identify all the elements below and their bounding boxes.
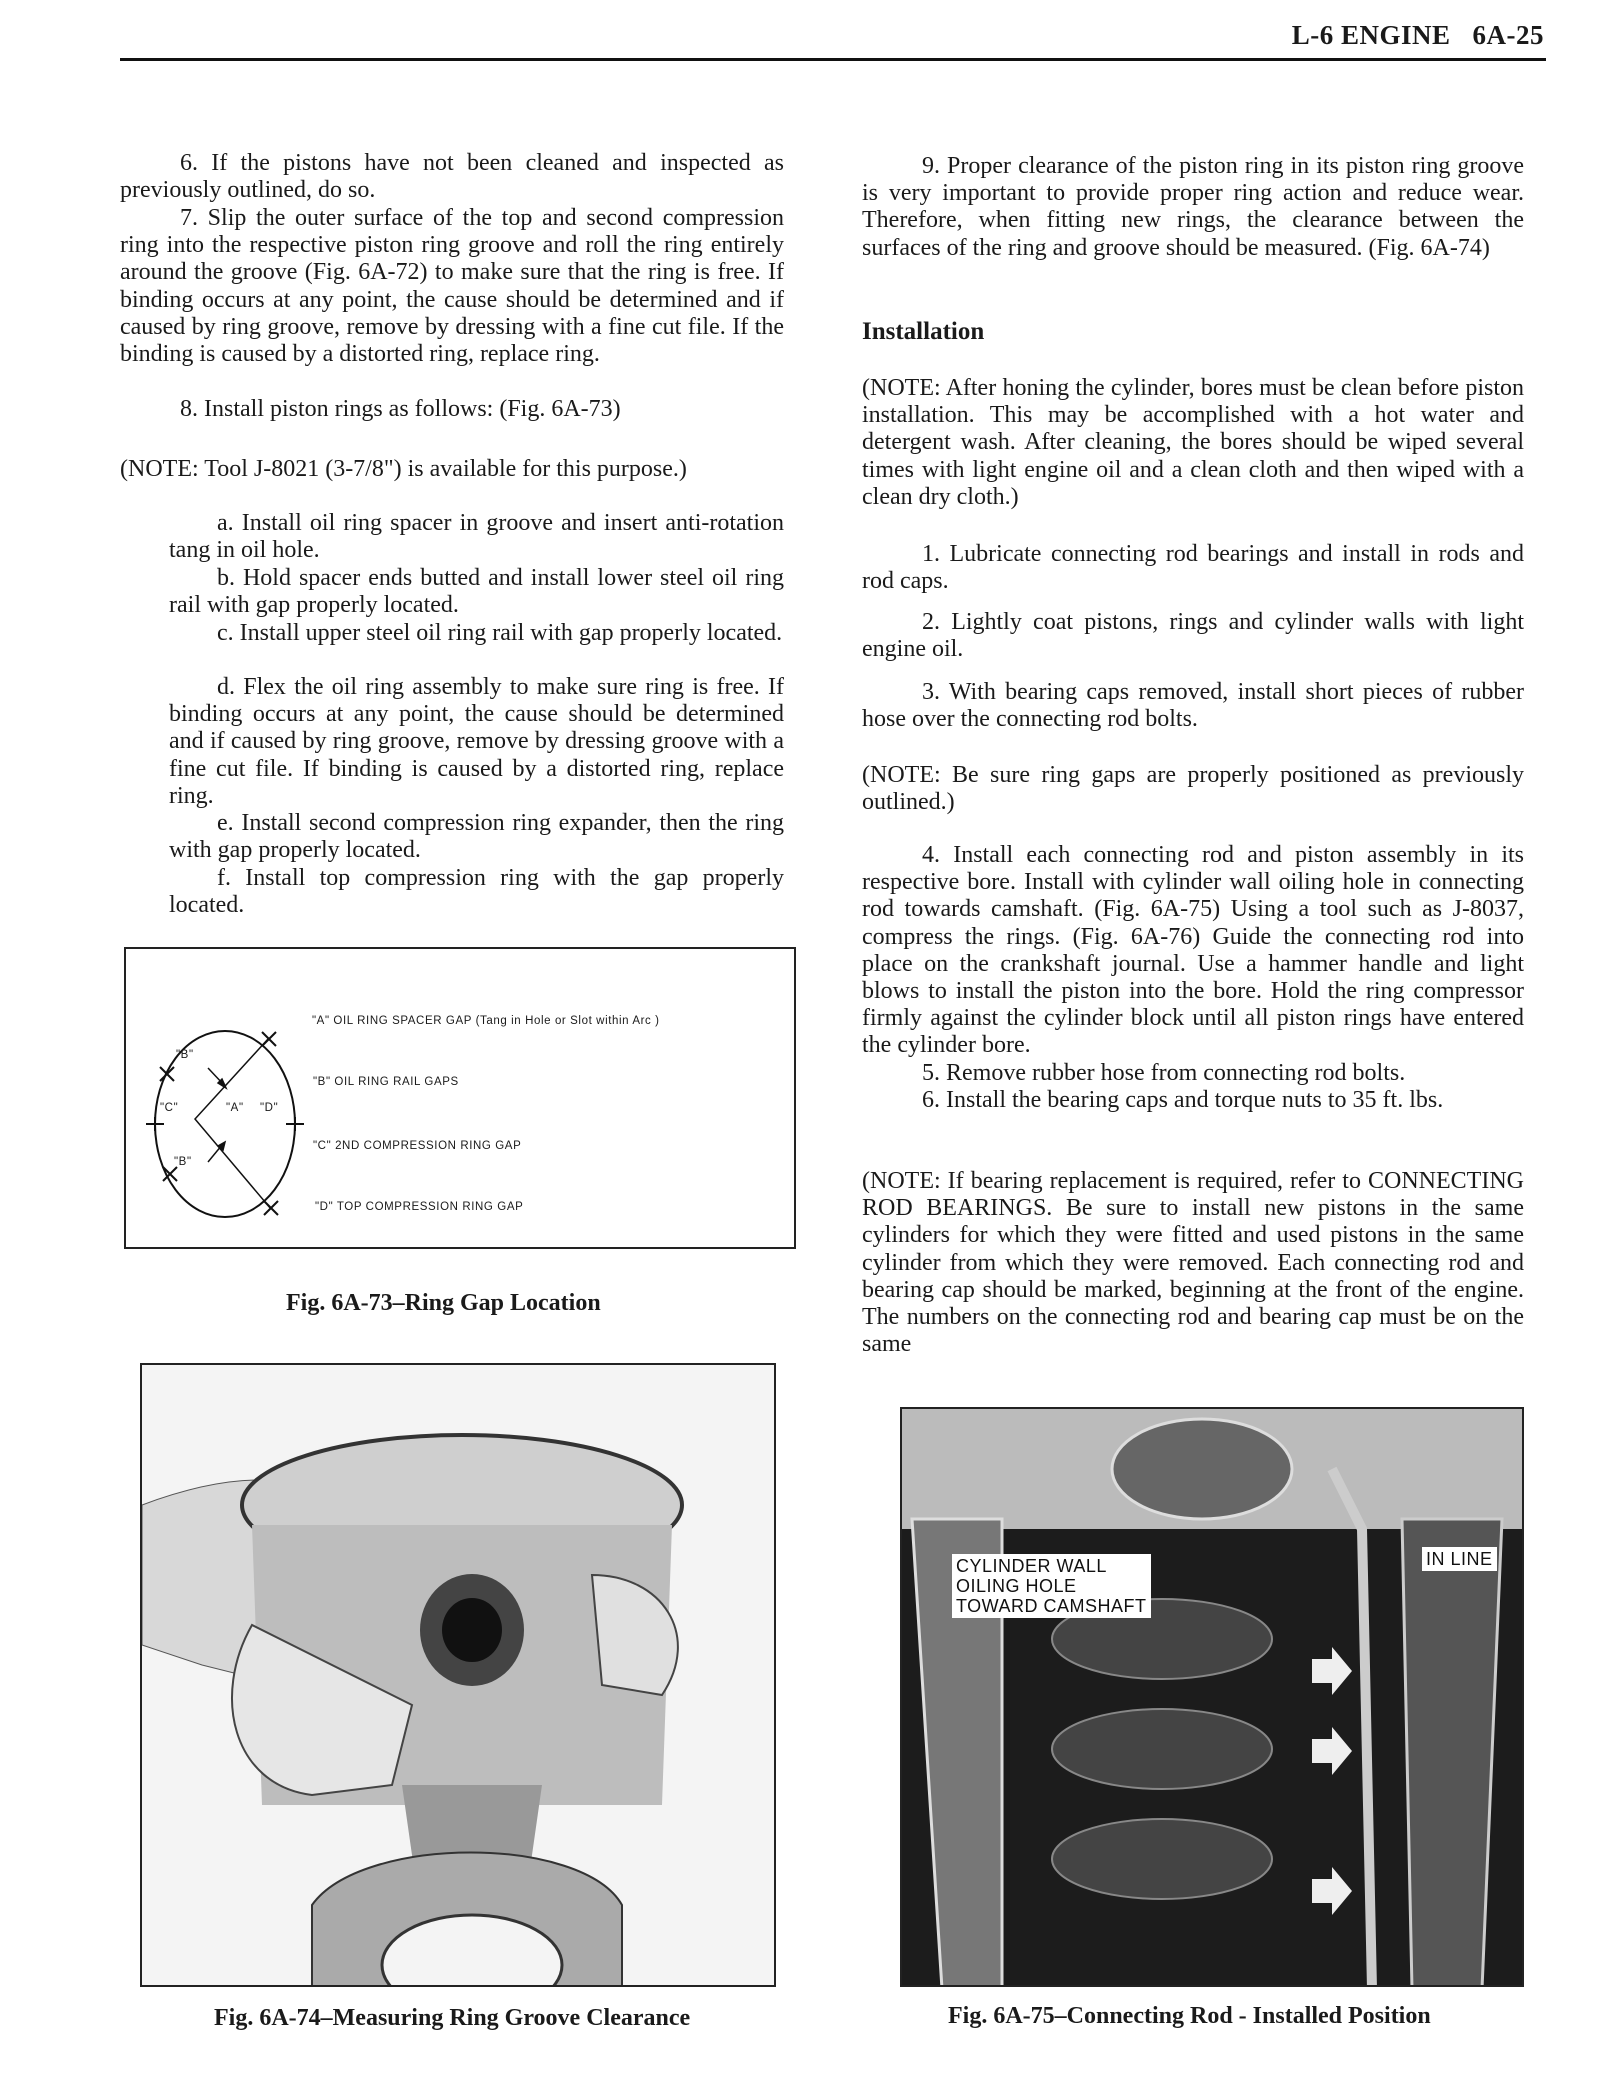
section-title: L-6 ENGINE — [1291, 20, 1451, 50]
legend-b: "B" OIL RING RAIL GAPS — [313, 1076, 459, 1088]
ring-gap-diagram — [124, 947, 796, 1249]
substep-a: a. Install oil ring spacer in groove and insert anti-rotation tang in oil hole. — [169, 510, 784, 564]
header-rule — [120, 58, 1546, 61]
diagram-label-b-top: "B" — [176, 1049, 194, 1061]
diagram-label-b-bottom: "B" — [174, 1156, 192, 1168]
engine-photo-graphic — [902, 1409, 1524, 1987]
step-6: 6. If the pistons have not been cleaned and inspected as previously outlined, do so. — [120, 150, 784, 204]
caption-title: –Connecting Rod - Installed Position — [1054, 2003, 1431, 2029]
substep-c: c. Install upper steel oil ring rail with gap properly located. — [217, 620, 783, 646]
figure-74-caption — [214, 2005, 690, 2032]
caption-number: Fig. 6A-73 — [286, 1290, 393, 1316]
substep-b: b. Hold spacer ends butted and install lower steel oil ring rail with gap properly located. — [169, 565, 784, 619]
step-9: 9. Proper clearance of the piston ring in its piston ring groove is very important to provide proper ring action and reduce wear. Therefore, when fitting new rings, the clearance between the surfaces of the ring and groove should be measured. (Fig. 6A-74) — [862, 153, 1524, 261]
substep-f: f. Install top compression ring with the gap properly located. — [169, 865, 784, 919]
install-step-4: 4. Install each connecting rod and piston assembly in its respective bore. Install with cylinder wall oiling hole in connecting rod towards camshaft. (Fig. 6A-75) Using a tool such as J-8037, compress the rings. (Fig. 6A-76) Guide the connecting rod into place on the crankshaft journal. Use a hammer handle and light blows to install the piston into the bore. Hold the ring compressor firmly against the cylinder block until all piston rings have entered the cylinder bore. — [862, 842, 1524, 1059]
diagram-label-c: "C" — [160, 1102, 179, 1114]
substep-e: e. Install second compression ring expander, then the ring with gap properly located. — [169, 810, 784, 864]
in-line-label: IN LINE — [1422, 1547, 1497, 1571]
honing-note: (NOTE: After honing the cylinder, bores must be clean before piston installation. This may be accomplished with a hot water and detergent wash. After cleaning, the bores should be wiped several times with light engine oil and a clean cloth and then wiped with a clean dry cloth.) — [862, 375, 1524, 510]
diagram-label-d: "D" — [260, 1102, 279, 1114]
piston-photo-graphic — [142, 1365, 776, 1987]
ring-groove-clearance-photo — [140, 1363, 776, 1987]
bearing-note: (NOTE: If bearing replacement is required, refer to CONNECTING ROD BEARINGS. Be sure to install new pistons in the same cylinders for which they were fitted and used pistons in the same cylinder from which they were removed. Each connecting rod and bearing cap should be marked, beginning at the front of the engine. The numbers on the connecting rod and bearing cap must be on the same — [862, 1168, 1524, 1358]
installation-heading: Installation — [862, 318, 985, 345]
caption-number: Fig. 6A-74 — [214, 2005, 321, 2031]
legend-c: "C" 2ND COMPRESSION RING GAP — [313, 1140, 522, 1152]
label-line: CYLINDER WALL — [956, 1556, 1107, 1576]
caption-title: –Measuring Ring Groove Clearance — [320, 2005, 691, 2031]
install-step-3: 3. With bearing caps removed, install short pieces of rubber hose over the connecting rod bolts. — [862, 679, 1524, 733]
figure-75-caption — [948, 2003, 1431, 2030]
legend-a: "A" OIL RING SPACER GAP (Tang in Hole or Slot within Arc ) — [312, 1015, 660, 1027]
connecting-rod-photo — [900, 1407, 1524, 1987]
step-8: 8. Install piston rings as follows: (Fig. 6A-73) — [180, 396, 621, 422]
oiling-hole-label — [952, 1554, 1151, 1618]
install-step-5: 5. Remove rubber hose from connecting rod bolts. — [922, 1060, 1406, 1086]
substep-d: d. Flex the oil ring assembly to make sure ring is free. If binding occurs at any point, the cause should be determined and if caused by ring groove, remove by dressing groove with a fine cut file. If binding is caused by a distorted ring, replace ring. — [169, 674, 784, 809]
tool-note: (NOTE: Tool J-8021 (3-7/8") is available for this purpose.) — [120, 456, 687, 482]
caption-number: Fig. 6A-75 — [948, 2003, 1055, 2029]
diagram-label-a: "A" — [226, 1102, 244, 1114]
caption-title: –Ring Gap Location — [392, 1290, 601, 1316]
page-number: 6A-25 — [1472, 20, 1544, 50]
step-7: 7. Slip the outer surface of the top and second compression ring into the respective piston ring groove and roll the ring entirely around the groove (Fig. 6A-72) to make sure that the ring is free. If binding occurs at any point, the cause should be determined and if caused by ring groove, remove by dressing with a fine cut file. If the binding is caused by a distorted ring, replace ring. — [120, 205, 784, 368]
label-line: TOWARD CAMSHAFT — [956, 1596, 1147, 1616]
install-step-6: 6. Install the bearing caps and torque nuts to 35 ft. lbs. — [922, 1087, 1444, 1113]
label-line: OILING HOLE — [956, 1576, 1077, 1596]
page-header — [1270, 20, 1544, 51]
legend-d: "D" TOP COMPRESSION RING GAP — [315, 1201, 524, 1213]
ring-gap-note: (NOTE: Be sure ring gaps are properly positioned as previously outlined.) — [862, 762, 1524, 816]
install-step-1: 1. Lubricate connecting rod bearings and install in rods and rod caps. — [862, 541, 1524, 595]
figure-73-caption — [286, 1290, 601, 1317]
install-step-2: 2. Lightly coat pistons, rings and cylinder walls with light engine oil. — [862, 609, 1524, 663]
